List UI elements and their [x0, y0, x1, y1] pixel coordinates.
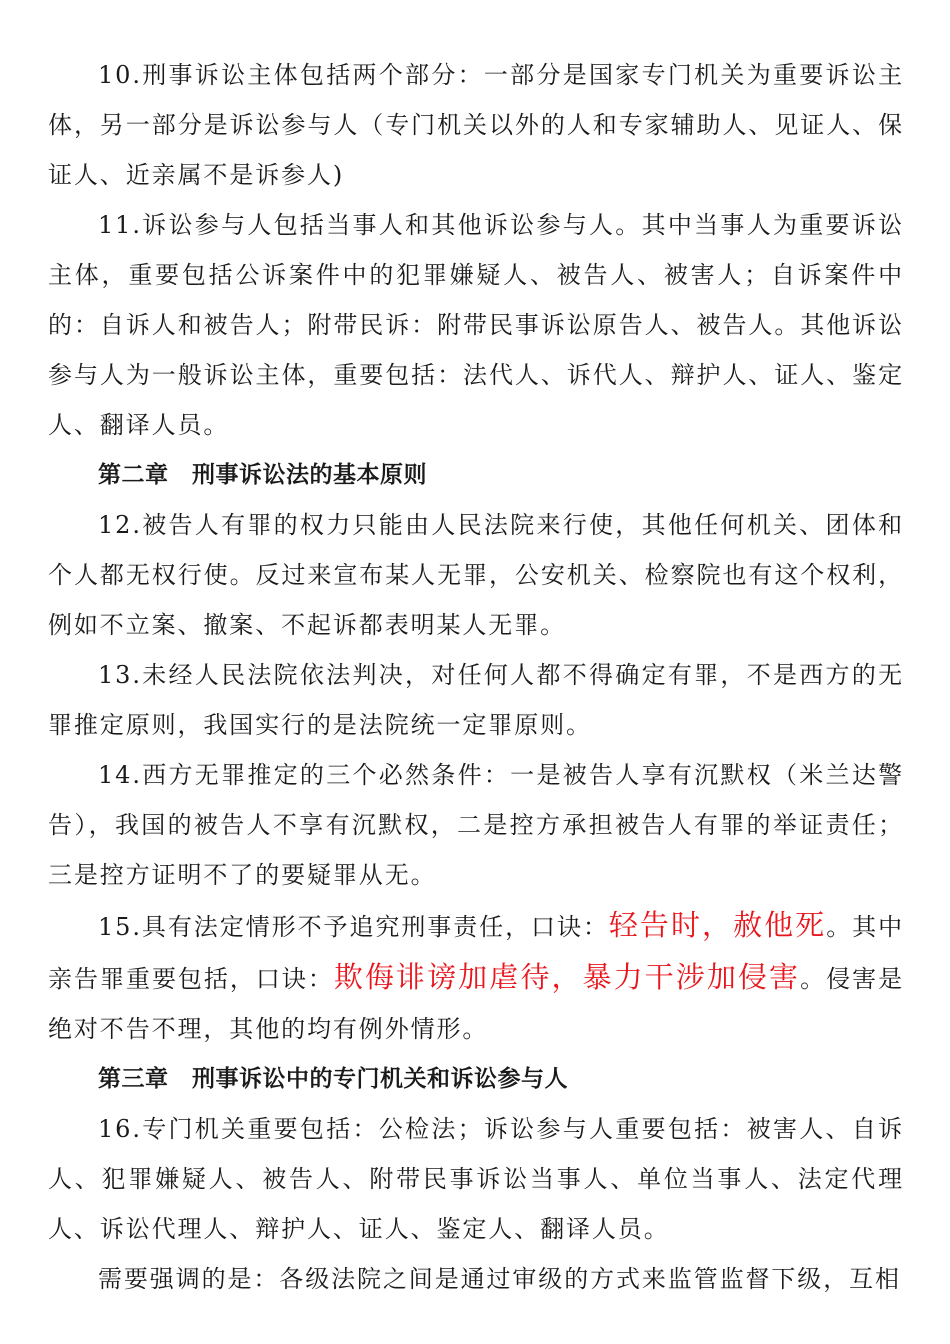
- paragraph-15-text-1: 15.具有法定情形不予追究刑事责任，口诀：: [98, 913, 609, 941]
- paragraph-12: 12.被告人有罪的权力只能由人民法院来行使，其他任何机关、团体和个人都无权行使。反过来宣布某人无罪，公安机关、检察院也有这个权利，例如不立案、撤案、不起诉都表明某人无罪。: [48, 511, 904, 639]
- chapter-heading-3: 第三章 刑事诉讼中的专门机关和诉讼参与人: [98, 1066, 568, 1092]
- paragraph-14: 14.西方无罪推定的三个必然条件：一是被告人享有沉默权（米兰达警告），我国的被告人不享有沉默权，二是控方承担被告人有罪的举证责任；三是控方证明不了的要疑罪从无。: [48, 761, 904, 889]
- paragraph-11: 11.诉讼参与人包括当事人和其他诉讼参与人。其中当事人为重要诉讼主体，重要包括公诉案件中的犯罪嫌疑人、被告人、被害人；自诉案件中的：自诉人和被告人；附带民诉：附带民事诉讼原告人、被告人。其他诉讼参与人为一般诉讼主体，重要包括：法代人、诉代人、辩护人、证人、鉴定人、翻译人员。: [48, 211, 904, 439]
- mnemonic-highlight-1: 轻告时，赦他死: [608, 908, 827, 942]
- paragraph-17: 需要强调的是：各级法院之间是通过审级的方式来监管监督下级，互相: [98, 1265, 901, 1293]
- document-page: [48, 50, 904, 1304]
- paragraph-13: 13.未经人民法院依法判决，对任何人都不得确定有罪，不是西方的无罪推定原则，我国实行的是法院统一定罪原则。: [48, 661, 904, 739]
- paragraph-15-text-3: 。侵害是绝对不告不理，其他的均有例外情形。: [48, 965, 904, 1043]
- paragraph-16: 16.专门机关重要包括：公检法；诉讼参与人重要包括：被害人、自诉人、犯罪嫌疑人、被告人、附带民事诉讼当事人、单位当事人、法定代理人、诉讼代理人、辩护人、证人、鉴定人、翻译人员。: [48, 1115, 904, 1243]
- paragraph-15-text-2: 。其中亲告罪重要包括，口诀：: [48, 913, 904, 993]
- paragraph-15: [48, 900, 904, 1054]
- paragraph-10: 10.刑事诉讼主体包括两个部分：一部分是国家专门机关为重要诉讼主体，另一部分是诉讼参与人（专门机关以外的人和专家辅助人、见证人、保证人、近亲属不是诉参人): [48, 61, 904, 189]
- chapter-heading-2: 第二章 刑事诉讼法的基本原则: [98, 462, 427, 488]
- mnemonic-highlight-2: 欺侮诽谤加虐待，暴力干涉加侵害: [333, 960, 801, 994]
